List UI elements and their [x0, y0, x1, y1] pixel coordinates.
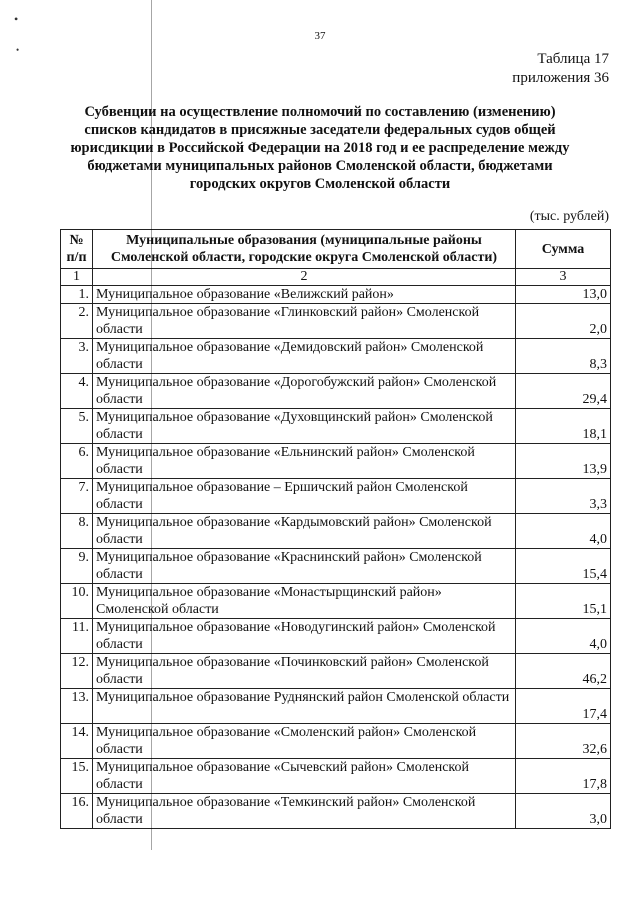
- table-row: [61, 794, 611, 829]
- row-amount: 2,0: [516, 304, 611, 339]
- row-amount: 13,0: [516, 286, 611, 304]
- table-row: [61, 374, 611, 409]
- row-number: 8.: [61, 514, 93, 549]
- municipality-name: Муниципальное образование «Духовщинский район» Смоленской области: [93, 409, 516, 444]
- row-number: 16.: [61, 794, 93, 829]
- column-header-municipality-line2: Смоленской области, городские округа Смоленской области): [110, 250, 498, 265]
- municipality-name: Муниципальное образование «Сычевский район» Смоленской области: [93, 759, 516, 794]
- row-number: 12.: [61, 654, 93, 689]
- table-row: [61, 689, 611, 724]
- page-number: 37: [314, 30, 326, 42]
- row-number: 5.: [61, 409, 93, 444]
- row-number: 6.: [61, 444, 93, 479]
- row-amount: 3,3: [516, 479, 611, 514]
- municipality-name: Муниципальное образование «Велижский район»: [93, 286, 516, 304]
- scan-mark: •: [14, 12, 19, 26]
- column-index: 3: [516, 269, 611, 286]
- table-row: [61, 444, 611, 479]
- row-amount: 13,9: [516, 444, 611, 479]
- table-reference-line1: Таблица 17: [537, 51, 609, 67]
- row-amount: 3,0: [516, 794, 611, 829]
- table-reference-line2: приложения 36: [512, 70, 609, 86]
- row-amount: 15,1: [516, 584, 611, 619]
- row-amount: 8,3: [516, 339, 611, 374]
- municipality-name: Муниципальное образование «Демидовский район» Смоленской области: [93, 339, 516, 374]
- municipality-name: Муниципальное образование «Монастырщинский район» Смоленской области: [93, 584, 516, 619]
- title-line: юрисдикции в Российской Федерации на 2018 год и ее распределение между: [70, 140, 570, 156]
- scan-mark: •: [16, 45, 20, 55]
- row-amount: 15,4: [516, 549, 611, 584]
- column-index: 1: [61, 269, 93, 286]
- row-amount: 46,2: [516, 654, 611, 689]
- units-label: (тыс. рублей): [529, 209, 609, 224]
- title-line: городских округов Смоленской области: [189, 176, 451, 192]
- municipality-name: Муниципальное образование «Кардымовский район» Смоленской области: [93, 514, 516, 549]
- municipality-name: Муниципальное образование «Починковский район» Смоленской области: [93, 654, 516, 689]
- table-row: [61, 304, 611, 339]
- row-amount: 4,0: [516, 514, 611, 549]
- row-amount: 17,8: [516, 759, 611, 794]
- table-row: [61, 514, 611, 549]
- title-line: Субвенции на осуществление полномочий по составлению (изменению): [84, 104, 556, 120]
- row-number: 11.: [61, 619, 93, 654]
- table-row: [61, 619, 611, 654]
- column-header-number-line2: п/п: [66, 250, 87, 265]
- table-row: [61, 724, 611, 759]
- row-number: 3.: [61, 339, 93, 374]
- table-row: [61, 584, 611, 619]
- row-amount: 18,1: [516, 409, 611, 444]
- row-number: 1.: [61, 286, 93, 304]
- table-row: [61, 479, 611, 514]
- column-header-number-line1: №: [69, 233, 84, 248]
- municipality-name: Муниципальное образование «Смоленский район» Смоленской области: [93, 724, 516, 759]
- table-row: [61, 654, 611, 689]
- row-number: 13.: [61, 689, 93, 724]
- table-header-row: [61, 230, 611, 269]
- row-number: 4.: [61, 374, 93, 409]
- column-header-number: [61, 230, 93, 269]
- municipality-name: Муниципальное образование Руднянский район Смоленской области: [93, 689, 516, 724]
- table-row: [61, 409, 611, 444]
- municipality-name: Муниципальное образование «Ельнинский район» Смоленской области: [93, 444, 516, 479]
- table-row: [61, 549, 611, 584]
- table-row: [61, 339, 611, 374]
- column-header-sum: Сумма: [516, 230, 611, 269]
- column-index: 2: [93, 269, 516, 286]
- row-number: 2.: [61, 304, 93, 339]
- column-header-municipality: [93, 230, 516, 269]
- scan-artifact-line: [151, 0, 152, 850]
- table-row: [61, 286, 611, 304]
- row-number: 14.: [61, 724, 93, 759]
- row-number: 15.: [61, 759, 93, 794]
- table-reference: [512, 50, 609, 88]
- row-number: 9.: [61, 549, 93, 584]
- row-amount: 29,4: [516, 374, 611, 409]
- document-title: [60, 103, 580, 193]
- row-amount: 4,0: [516, 619, 611, 654]
- municipality-name: Муниципальное образование – Ершичский район Смоленской области: [93, 479, 516, 514]
- column-header-municipality-line1: Муниципальные образования (муниципальные районы: [126, 233, 482, 248]
- row-amount: 32,6: [516, 724, 611, 759]
- row-number: 10.: [61, 584, 93, 619]
- title-line: списков кандидатов в присяжные заседатели федеральных судов общей: [84, 122, 556, 138]
- table-row: [61, 759, 611, 794]
- municipality-name: Муниципальное образование «Новодугинский район» Смоленской области: [93, 619, 516, 654]
- municipality-name: Муниципальное образование «Глинковский район» Смоленской области: [93, 304, 516, 339]
- subvention-table: [60, 229, 611, 829]
- municipality-name: Муниципальное образование «Дорогобужский район» Смоленской области: [93, 374, 516, 409]
- row-number: 7.: [61, 479, 93, 514]
- row-amount: 17,4: [516, 689, 611, 724]
- title-line: бюджетами муниципальных районов Смоленской области, бюджетами: [87, 158, 553, 174]
- municipality-name: Муниципальное образование «Темкинский район» Смоленской области: [93, 794, 516, 829]
- column-index-row: [61, 269, 611, 286]
- municipality-name: Муниципальное образование «Краснинский район» Смоленской области: [93, 549, 516, 584]
